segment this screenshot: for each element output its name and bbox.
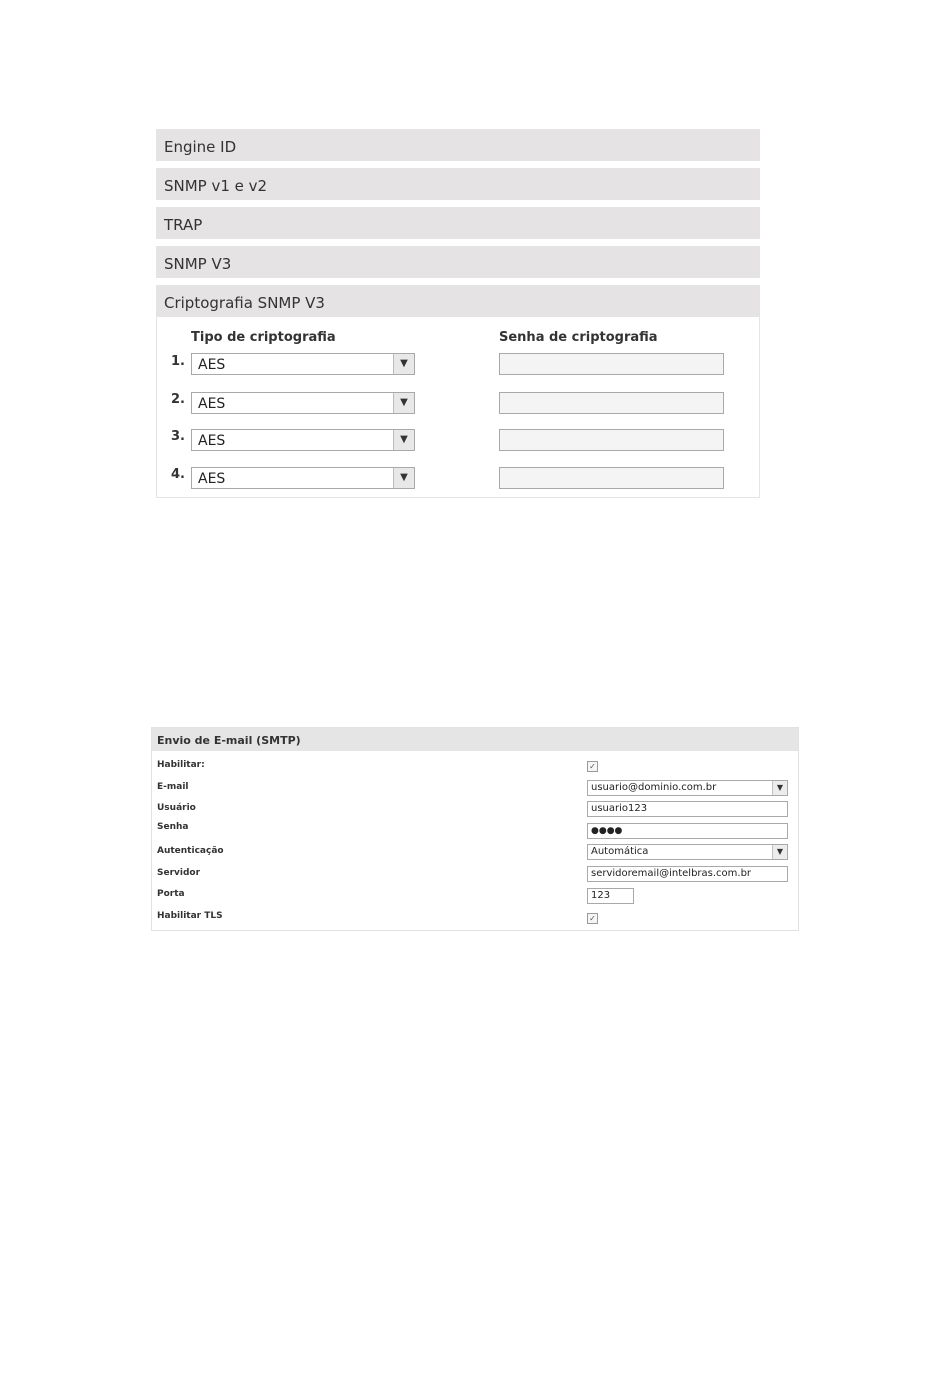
crypto-password-input-4[interactable]	[499, 467, 724, 489]
auth-label: Autenticação	[157, 846, 224, 856]
crypto-section-body	[156, 317, 760, 498]
crypto-type-value: AES	[198, 471, 226, 487]
password-label: Senha	[157, 822, 189, 832]
snmp-settings-panel	[156, 129, 760, 498]
section-crypto-snmp-v3[interactable]: Criptografia SNMP V3	[156, 285, 760, 317]
crypto-password-input-1[interactable]	[499, 353, 724, 375]
user-label: Usuário	[157, 803, 196, 813]
crypto-password-input-2[interactable]	[499, 392, 724, 414]
crypto-type-column-label: Tipo de criptografia	[191, 330, 336, 345]
email-select[interactable]	[587, 780, 788, 796]
enable-label: Habilitar:	[157, 760, 205, 770]
crypto-password-input-3[interactable]	[499, 429, 724, 451]
server-input[interactable]: servidoremail@intelbras.com.br	[587, 866, 788, 882]
password-input[interactable]: ●●●●	[587, 823, 788, 839]
section-engine-id[interactable]: Engine ID	[156, 129, 760, 161]
crypto-row-number: 1.	[171, 354, 185, 369]
chevron-down-icon[interactable]: ▼	[393, 468, 414, 488]
email-label: E-mail	[157, 782, 189, 792]
tls-checkbox[interactable]	[587, 913, 598, 924]
crypto-row-number: 2.	[171, 392, 185, 407]
smtp-settings-panel	[151, 727, 799, 931]
port-label: Porta	[157, 889, 185, 899]
crypto-password-column-label: Senha de criptografia	[499, 330, 658, 345]
crypto-row-number: 3.	[171, 429, 185, 444]
section-snmp-v1-v2[interactable]: SNMP v1 e v2	[156, 168, 760, 200]
crypto-type-select-3[interactable]	[191, 429, 415, 451]
crypto-type-value: AES	[198, 396, 226, 412]
port-input[interactable]: 123	[587, 888, 634, 904]
enable-checkbox[interactable]	[587, 761, 598, 772]
chevron-down-icon[interactable]: ▼	[772, 845, 787, 859]
server-label: Servidor	[157, 868, 201, 878]
auth-select[interactable]	[587, 844, 788, 860]
section-snmp-v3[interactable]: SNMP V3	[156, 246, 760, 278]
crypto-type-select-2[interactable]	[191, 392, 415, 414]
smtp-section-title: Envio de E-mail (SMTP)	[152, 728, 798, 751]
check-icon: ✓	[589, 914, 596, 923]
auth-value: Automática	[591, 846, 649, 857]
chevron-down-icon[interactable]: ▼	[393, 354, 414, 374]
crypto-row-number: 4.	[171, 467, 185, 482]
crypto-type-value: AES	[198, 433, 226, 449]
crypto-type-select-4[interactable]	[191, 467, 415, 489]
user-input[interactable]: usuario123	[587, 801, 788, 817]
check-icon: ✓	[589, 762, 596, 771]
chevron-down-icon[interactable]: ▼	[393, 430, 414, 450]
crypto-type-value: AES	[198, 357, 226, 373]
crypto-type-select-1[interactable]	[191, 353, 415, 375]
tls-label: Habilitar TLS	[157, 911, 223, 921]
section-trap[interactable]: TRAP	[156, 207, 760, 239]
chevron-down-icon[interactable]: ▼	[772, 781, 787, 795]
email-value: usuario@dominio.com.br	[591, 782, 717, 793]
chevron-down-icon[interactable]: ▼	[393, 393, 414, 413]
